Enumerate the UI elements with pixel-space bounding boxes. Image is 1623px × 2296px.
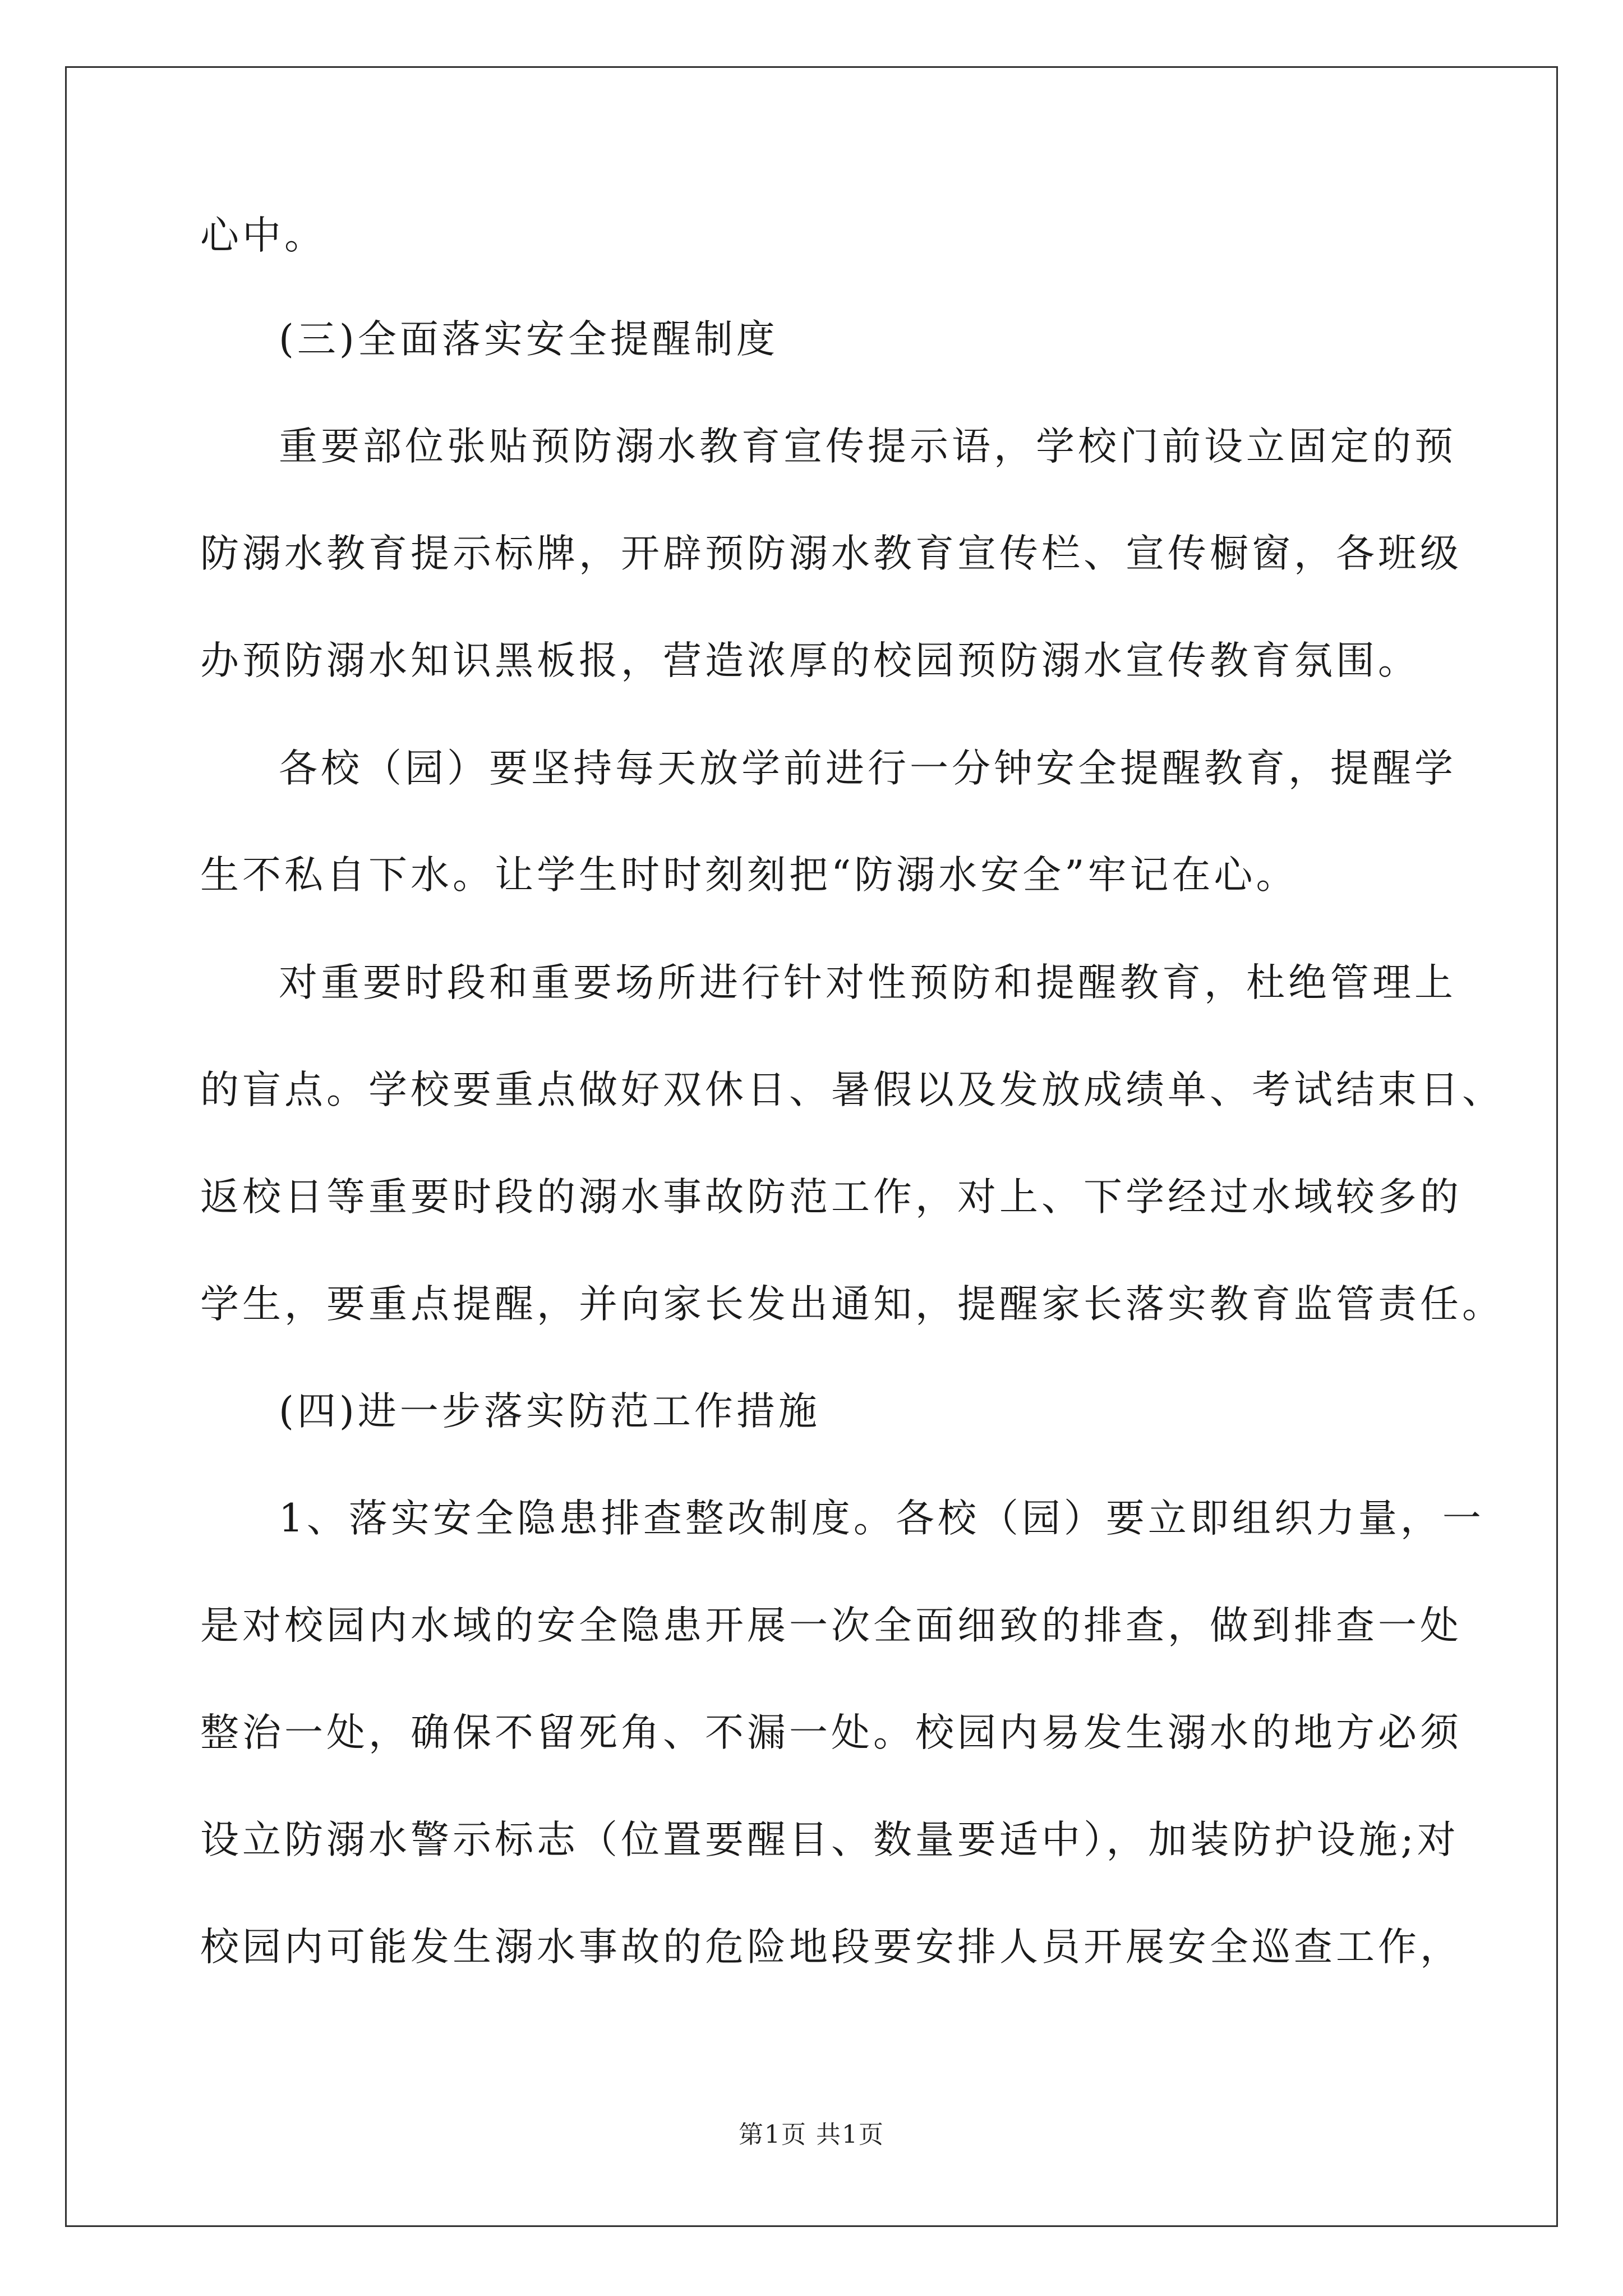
text-line: 学生，要重点提醒，并向家长发出通知，提醒家长落实教育监管责任。 <box>200 1282 1504 1327</box>
text-line: 办预防溺水知识黑板报，营造浓厚的校园预防溺水宣传教育氛围。 <box>200 638 1420 683</box>
text-line: 心中。 <box>200 213 326 258</box>
section-heading: (四)进一步落实防范工作措施 <box>279 1389 820 1434</box>
section-heading: (三)全面落实安全提醒制度 <box>279 317 778 362</box>
text-line: 设立防溺水警示标志（位置要醒目、数量要适中），加装防护设施;对 <box>200 1818 1459 1862</box>
text-line: 校园内可能发生溺水事故的危险地段要安排人员开展安全巡查工作， <box>200 1925 1462 1970</box>
text-line: 1、落实安全隐患排查整改制度。各校（园）要立即组织力量，一 <box>279 1496 1484 1541</box>
text-line: 整治一处，确保不留死角、不漏一处。校园内易发生溺水的地方必须 <box>200 1710 1462 1755</box>
text-line: 返校日等重要时段的溺水事故防范工作，对上、下学经过水域较多的 <box>200 1175 1462 1220</box>
text-line: 重要部位张贴预防溺水教育宣传提示语，学校门前设立固定的预 <box>279 424 1456 469</box>
text-line: 防溺水教育提示标牌，开辟预防溺水教育宣传栏、宣传橱窗，各班级 <box>200 531 1462 576</box>
page-number-footer: 第1页 共1页 <box>739 2120 884 2149</box>
text-line: 是对校园内水域的安全隐患开展一次全面细致的排查，做到排查一处 <box>200 1603 1462 1648</box>
text-line: 对重要时段和重要场所进行针对性预防和提醒教育，杜绝管理上 <box>279 960 1456 1005</box>
text-line: 各校（园）要坚持每天放学前进行一分钟安全提醒教育，提醒学 <box>279 746 1456 791</box>
text-line: 的盲点。学校要重点做好双休日、暑假以及发放成绩单、考试结束日、 <box>200 1068 1504 1112</box>
page-border <box>65 66 1558 2227</box>
text-line: 生不私自下水。让学生时时刻刻把“防溺水安全”牢记在心。 <box>200 853 1298 898</box>
